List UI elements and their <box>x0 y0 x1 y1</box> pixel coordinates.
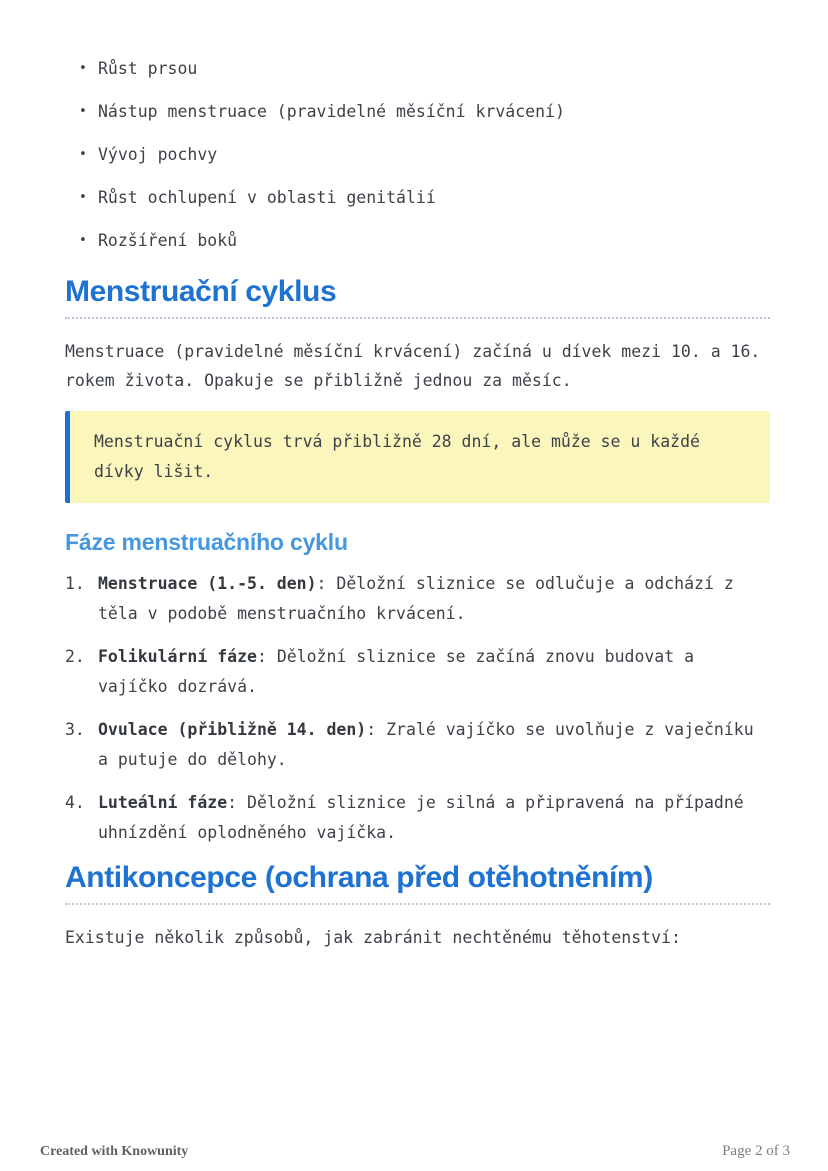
phase-description: : Děložní sliznice se začíná znovu budovat a vajíčko dozrává. <box>98 647 695 696</box>
section-title-contraception: Antikoncepce (ochrana před otěhotněním) <box>65 861 770 905</box>
phase-number: 1. <box>65 574 85 593</box>
phases-numbered-list <box>65 569 770 848</box>
phase-name: Ovulace (přibližně 14. den) <box>98 720 367 739</box>
list-item <box>65 226 770 255</box>
phase-name: Menstruace (1.-5. den) <box>98 574 317 593</box>
list-item <box>65 54 770 83</box>
phase-number: 3. <box>65 720 85 739</box>
list-item <box>65 183 770 212</box>
list-item-text: Rozšíření boků <box>98 231 238 250</box>
phase-text <box>98 642 770 702</box>
phase-text <box>98 715 770 775</box>
contraception-paragraph: Existuje několik způsobů, jak zabránit nechtěnému těhotenství: <box>65 928 681 947</box>
callout-text: Menstruační cyklus trvá přibližně 28 dní, ale může se u každé dívky lišit. <box>94 432 700 481</box>
page-footer <box>40 1143 790 1160</box>
list-item-text: Nástup menstruace (pravidelné měsíční krvácení) <box>98 102 565 121</box>
list-item-text: Vývoj pochvy <box>98 145 218 164</box>
phase-item <box>65 642 770 702</box>
phase-item <box>65 715 770 775</box>
bullet-icon: • <box>79 190 87 205</box>
page-number: Page 2 of 3 <box>722 1143 790 1159</box>
phase-description: : Děložní sliznice se odlučuje a odchází z těla v podobě menstruačního krvácení. <box>98 574 734 623</box>
phase-name: Folikulární fáze <box>98 647 257 666</box>
phase-number: 2. <box>65 647 85 666</box>
puberty-changes-list <box>65 54 770 255</box>
list-item <box>65 140 770 169</box>
bullet-icon: • <box>79 233 87 248</box>
phase-description: : Děložní sliznice je silná a připravená na případné uhnízdění oplodněného vajíčka. <box>98 793 744 842</box>
list-item <box>65 97 770 126</box>
subsection-title-phases: Fáze menstruačního cyklu <box>65 529 348 555</box>
phase-description: : Zralé vajíčko se uvolňuje z vaječníku a putuje do dělohy. <box>98 720 754 769</box>
phase-text <box>98 569 770 629</box>
list-item-text: Růst prsou <box>98 59 198 78</box>
bullet-icon: • <box>79 147 87 162</box>
bullet-icon: • <box>79 61 87 76</box>
list-item-text: Růst ochlupení v oblasti genitálií <box>98 188 436 207</box>
phase-text <box>98 788 770 848</box>
highlight-callout-box <box>65 411 770 503</box>
phase-item <box>65 788 770 848</box>
phase-item <box>65 569 770 629</box>
footer-branding: Created with Knowunity <box>40 1144 189 1159</box>
bullet-icon: • <box>79 104 87 119</box>
phase-number: 4. <box>65 793 85 812</box>
phase-name: Luteální fáze <box>98 793 228 812</box>
section-title-menstrual-cycle: Menstruační cyklus <box>65 275 770 319</box>
menstrual-cycle-paragraph: Menstruace (pravidelné měsíční krvácení) začíná u dívek mezi 10. a 16. rokem života. Opakuje se přibližně jednou za měsíc. <box>65 342 761 390</box>
